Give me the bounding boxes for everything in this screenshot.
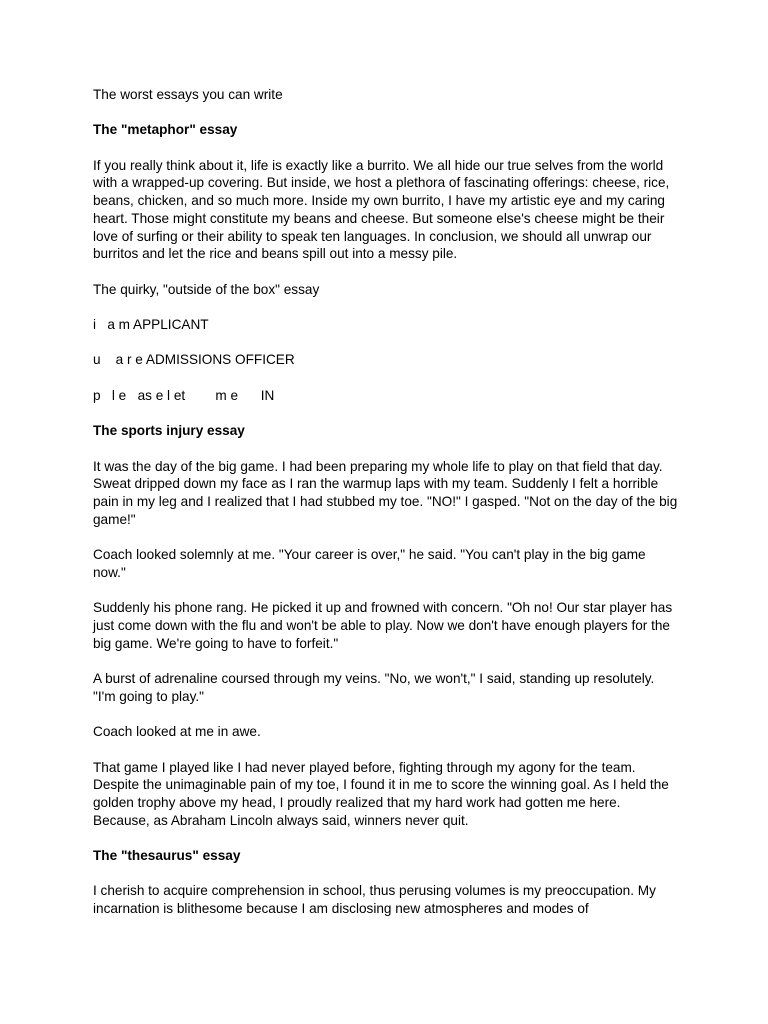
metaphor-paragraph: If you really think about it, life is exactly like a burrito. We all hide our true selves from the world with a wrapped-up covering. But inside, we host a plethora of fascinating offerings: cheese, rice, beans, chicken, and so much more. Inside my own burrito, I have my artistic eye and my caring heart. Those might constitute my beans and cheese. But someone else's cheese might be their love of surfing or their ability to speak ten languages. In conclusion, we should all unwrap our burritos and let the rice and beans spill out into a messy pile. [93,157,670,262]
sports-paragraph: It was the day of the big game. I had been preparing my whole life to play on that field that day. Sweat dripped down my face as I ran the warmup laps with my team. Suddenly I felt a horrible pain in my leg and I realized that I had stubbed my toe. "NO!" I gasped. "Not on the day of the big game!" [93,458,678,527]
document-title: The worst essays you can write [93,87,283,102]
quirky-line: u a r e ADMISSIONS OFFICER [93,352,295,368]
sports-paragraph: A burst of adrenaline coursed through my veins. "No, we won't," I said, standing up resolutely. "I'm going to play." [93,671,655,704]
document-page [93,86,678,936]
sports-paragraph: Suddenly his phone rang. He picked it up and frowned with concern. "Oh no! Our star player has just come down with the flu and won't be able to play. Now we don't have enough players for the big game. We're going to have to forfeit." [93,600,673,651]
section-heading-metaphor: The "metaphor" essay [93,122,238,138]
quirky-line: i a m APPLICANT [93,317,209,333]
section-heading-quirky: The quirky, "outside of the box" essay [93,281,320,297]
section-heading-thesaurus: The "thesaurus" essay [93,848,241,864]
thesaurus-paragraph: I cherish to acquire comprehension in school, thus perusing volumes is my preoccupation. My incarnation is blithesome because I am disclosing new atmospheres and modes of [93,883,656,917]
sports-paragraph: Coach looked solemnly at me. "Your career is over," he said. "You can't play in the big game now." [93,547,646,580]
sports-paragraph: That game I played like I had never played before, fighting through my agony for the team. Despite the unimaginable pain of my toe, I found it in me to score the winning goal. As I held the golden trophy above my head, I proudly realized that my hard work had gotten me here. Because, as Abraham Lincoln always said, winners never quit. [93,759,669,828]
sports-paragraph: Coach looked at me in awe. [93,724,261,740]
section-heading-sports: The sports injury essay [93,423,245,439]
quirky-line: p l e as e l et m e IN [93,387,275,403]
